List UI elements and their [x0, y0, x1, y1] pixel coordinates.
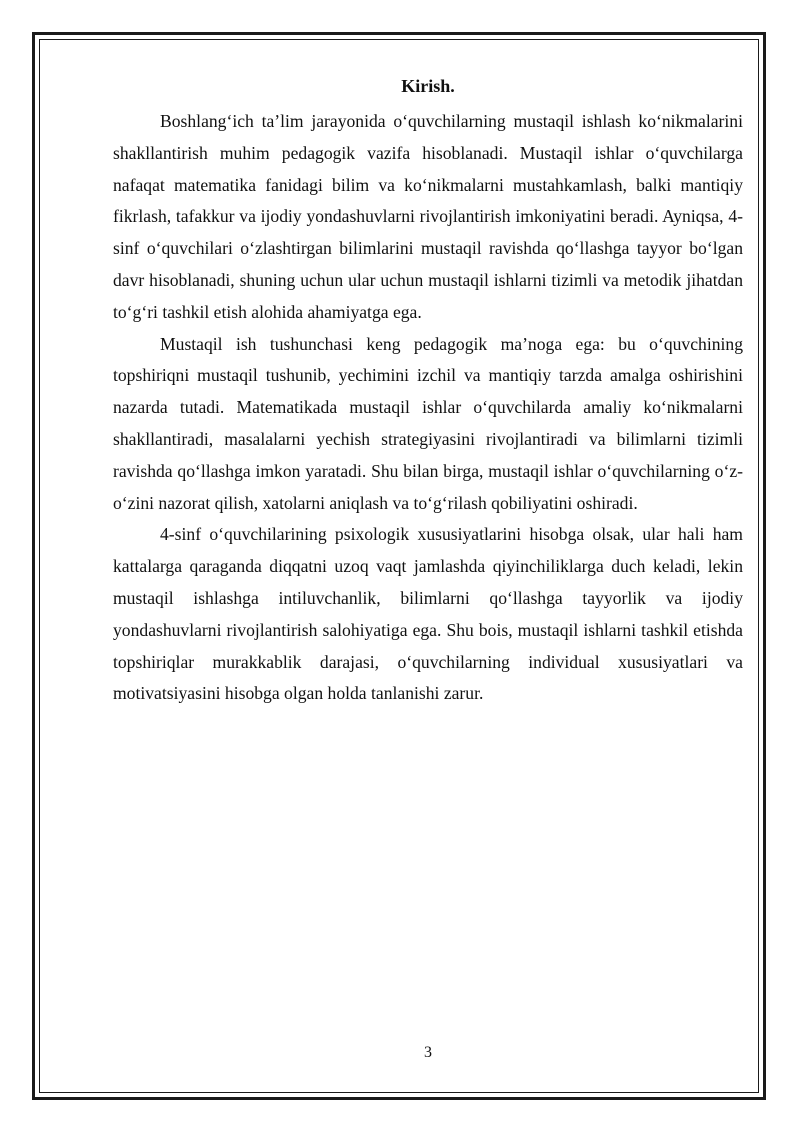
body-text	[113, 106, 743, 710]
paragraph-3: 4-sinf o‘quvchilarining psixologik xususiyatlarini hisobga olsak, ular hali ham kattalarga qaraganda diqqatni uzoq vaqt jamlashda qiyinchiliklarga duch keladi, lekin mustaqil ishlashga intiluvchanlik, bilimlarni qo‘llashga tayyorlik va ijodiy yondashuvlarni rivojlantirish salohiyatiga ega. Shu bois, mustaqil ishlarni tashkil etishda topshiriqlar murakkablik darajasi, o‘quvchilarning individual xususiyatlari va motivatsiyasini hisobga olgan holda tanlanishi zarur.	[113, 524, 743, 704]
page-number: 3	[424, 1044, 432, 1061]
section-title: Kirish.	[401, 76, 455, 96]
paragraph-1: Boshlang‘ich ta’lim jarayonida o‘quvchilarning mustaqil ishlash ko‘nikmalarini shakllantirish muhim pedagogik vazifa hisoblanadi. Mustaqil ishlar o‘quvchilarga nafaqat matematika fanidagi bilim va ko‘nikmalarni mustahkamlash, balki mantiqiy fikrlash, tafakkur va ijodiy yondashuvlarni rivojlantirish imkoniyatini beradi. Ayniqsa, 4-sinf o‘quvchilari o‘zlashtirgan bilimlarini mustaqil ravishda qo‘llashga tayyor bo‘lgan davr hisoblanadi, shuning uchun ular uchun mustaqil ishlarni tizimli va metodik jihatdan to‘g‘ri tashkil etish alohida ahamiyatga ega.	[113, 111, 743, 322]
paragraph-2: Mustaqil ish tushunchasi keng pedagogik ma’noga ega: bu o‘quvchining topshiriqni mustaqil tushunib, yechimini izchil va mantiqiy tarzda amalga oshirishini nazarda tutadi. Matematikada mustaqil ishlar o‘quvchilarda amaliy ko‘nikmalarni shakllantiradi, masalalarni yechish strategiyasini rivojlantiradi va bilimlarni tizimli ravishda qo‘llashga imkon yaratadi. Shu bilan birga, mustaqil ishlar o‘quvchilarning o‘z-o‘zini nazorat qilish, xatolarni aniqlash va to‘g‘rilash qobiliyatini oshiradi.	[113, 333, 743, 513]
